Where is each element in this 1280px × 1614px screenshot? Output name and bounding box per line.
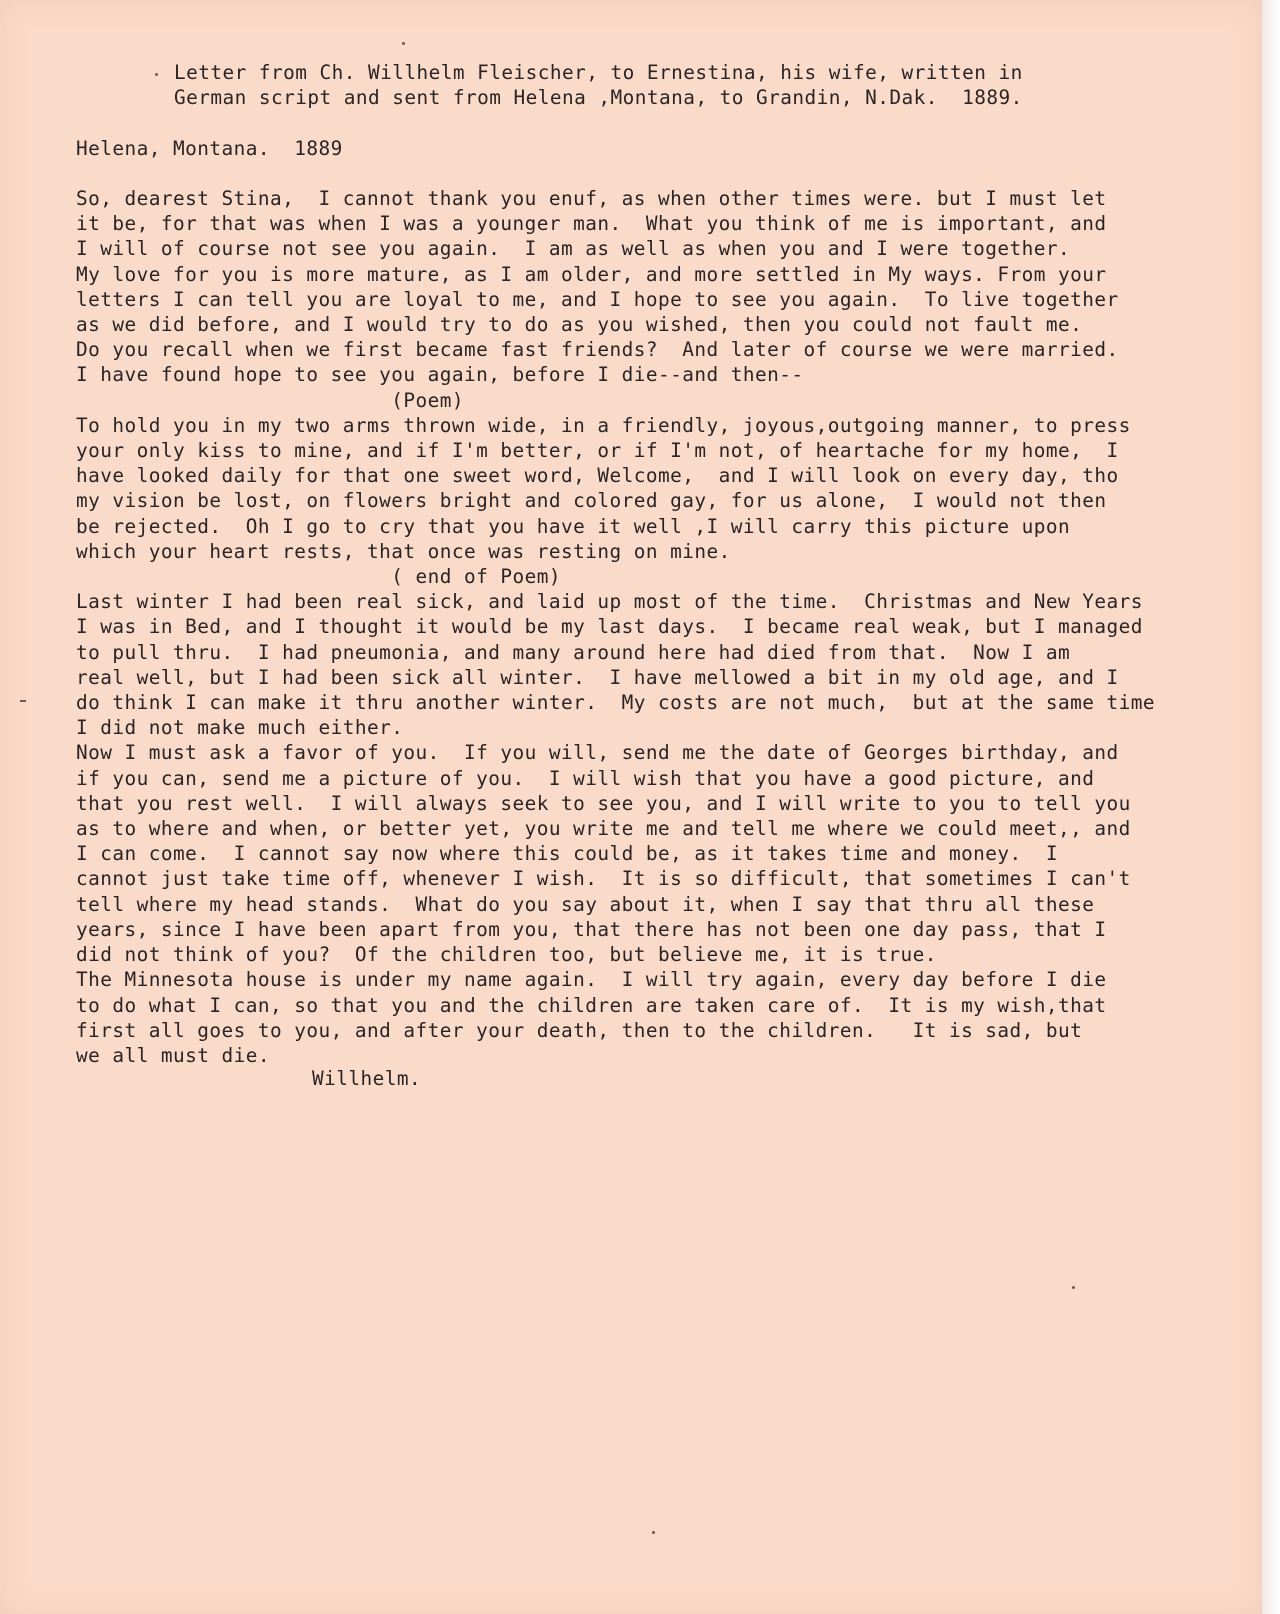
letter-body (76, 186, 1155, 1068)
body-line: Last winter I had been real sick, and laid up most of the time. Christmas and New Years (76, 590, 1143, 614)
paper-speck (402, 42, 405, 45)
body-line: cannot just take time off, whenever I wish. It is so difficult, that sometimes I can't (76, 867, 1131, 891)
body-line: My love for you is more mature, as I am older, and more settled in My ways. From your (76, 262, 1107, 286)
poem-line: my vision be lost, on flowers bright and colored gay, for us alone, I would not then (76, 489, 1107, 513)
body-line: if you can, send me a picture of you. I will wish that you have a good picture, and (76, 766, 1095, 790)
body-line: it be, for that was when I was a younger man. What you think of me is important, and (76, 212, 1107, 236)
signature: Willhelm. (312, 1067, 422, 1090)
paper-speck (155, 73, 158, 76)
body-line: as to where and when, or better yet, you write me and tell me where we could meet,, and (76, 817, 1131, 841)
body-line: did not think of you? Of the children too, but believe me, it is true. (76, 943, 937, 967)
body-line: to do what I can, so that you and the children are taken care of. It is my wish,that (76, 993, 1107, 1017)
body-line: as we did before, and I would try to do as you wished, then you could not fault me. (76, 313, 1083, 337)
poem-heading: (Poem) (76, 388, 464, 412)
paper-speck (652, 1531, 655, 1534)
body-line: we all must die. (76, 1043, 270, 1067)
poem-line: which your heart rests, that once was resting on mine. (76, 539, 731, 563)
place-date: Helena, Montana. 1889 (76, 137, 343, 160)
letter-header (174, 60, 1023, 110)
poem-line: your only kiss to mine, and if I'm better, or if I'm not, of heartache for my home, I (76, 439, 1119, 463)
body-line: I was in Bed, and I thought it would be my last days. I became real weak, but I managed (76, 615, 1143, 639)
header-line-2: German script and sent from Helena ,Montana, to Grandin, N.Dak. 1889. (174, 86, 1023, 110)
body-line: real well, but I had been sick all winter. I have mellowed a bit in my old age, and I (76, 665, 1119, 689)
body-line: I did not make much either. (76, 716, 404, 740)
body-line: I have found hope to see you again, before I die--and then-- (76, 363, 804, 387)
header-line-1: Letter from Ch. Willhelm Fleischer, to Ernestina, his wife, written in (174, 61, 1023, 84)
body-line: do think I can make it thru another winter. My costs are not much, but at the same time (76, 691, 1156, 715)
body-line: The Minnesota house is under my name again. I will try again, every day before I die (76, 968, 1107, 992)
body-line: first all goes to you, and after your death, then to the children. It is sad, but (76, 1018, 1083, 1042)
body-line: Now I must ask a favor of you. If you will, send me the date of Georges birthday, and (76, 741, 1119, 765)
paper-speck (1072, 1286, 1075, 1289)
body-line: I will of course not see you again. I am as well as when you and I were together. (76, 237, 1071, 261)
body-line: So, dearest Stina, I cannot thank you enuf, as when other times were. but I must let (76, 187, 1107, 210)
scan-edge (1262, 0, 1280, 1614)
body-line: to pull thru. I had pneumonia, and many around here had died from that. Now I am (76, 640, 1071, 664)
body-line: tell where my head stands. What do you say about it, when I say that thru all these (76, 892, 1095, 916)
body-line: letters I can tell you are loyal to me, and I hope to see you again. To live together (76, 287, 1119, 311)
poem-line: have looked daily for that one sweet word, Welcome, and I will look on every day, tho (76, 464, 1119, 488)
paper-speck (20, 700, 26, 702)
body-line: years, since I have been apart from you, that there has not been one day pass, that I (76, 917, 1107, 941)
body-line: that you rest well. I will always seek to see you, and I will write to you to tell you (76, 791, 1131, 815)
body-line: Do you recall when we first became fast friends? And later of course we were married. (76, 338, 1119, 362)
poem-line: To hold you in my two arms thrown wide, in a friendly, joyous,outgoing manner, to press (76, 413, 1131, 437)
poem-end-heading: ( end of Poem) (76, 565, 561, 589)
poem-line: be rejected. Oh I go to cry that you have it well ,I will carry this picture upon (76, 514, 1071, 538)
body-line: I can come. I cannot say now where this could be, as it takes time and money. I (76, 842, 1059, 866)
